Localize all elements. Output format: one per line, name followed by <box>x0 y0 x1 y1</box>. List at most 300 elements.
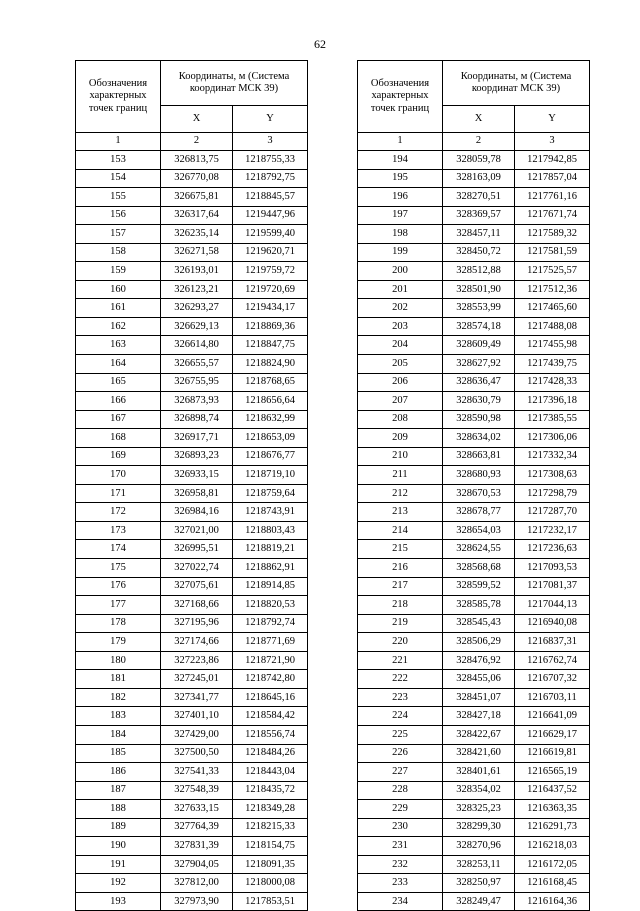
point-id-cell: 166 <box>76 392 161 411</box>
y-coordinate-cell: 1217308,63 <box>515 466 590 485</box>
table-row <box>358 484 590 503</box>
x-coordinate-cell: 327168,66 <box>161 596 233 615</box>
x-coordinate-cell: 326614,80 <box>161 336 233 355</box>
x-coordinate-cell: 328354,02 <box>443 781 515 800</box>
y-coordinate-cell: 1217081,37 <box>515 577 590 596</box>
y-coordinate-cell: 1217093,53 <box>515 559 590 578</box>
point-id-cell: 187 <box>76 781 161 800</box>
y-coordinate-cell: 1218742,80 <box>233 670 308 689</box>
y-coordinate-cell: 1217385,55 <box>515 410 590 429</box>
coordinates-column-header: Координаты, м (Система координат МСК 39) <box>443 61 590 106</box>
point-id-cell: 184 <box>76 725 161 744</box>
point-id-cell: 175 <box>76 559 161 578</box>
y-coordinate-cell: 1219599,40 <box>233 225 308 244</box>
table-row <box>358 355 590 374</box>
point-id-cell: 200 <box>358 262 443 281</box>
point-id-cell: 169 <box>76 447 161 466</box>
y-coordinate-cell: 1216218,03 <box>515 837 590 856</box>
point-id-cell: 181 <box>76 670 161 689</box>
y-coordinate-cell: 1218584,42 <box>233 707 308 726</box>
points-column-header: Обозначения характерных точек границ <box>76 61 161 133</box>
x-coordinate-cell: 326958,81 <box>161 484 233 503</box>
column-number: 1 <box>358 133 443 151</box>
table-row <box>358 336 590 355</box>
y-coordinate-cell: 1217671,74 <box>515 206 590 225</box>
table-row <box>76 466 308 485</box>
table-row <box>76 781 308 800</box>
point-id-cell: 177 <box>76 596 161 615</box>
table-row <box>358 169 590 188</box>
point-id-cell: 216 <box>358 559 443 578</box>
point-id-cell: 191 <box>76 855 161 874</box>
x-coordinate-cell: 326675,81 <box>161 188 233 207</box>
y-coordinate-cell: 1218792,75 <box>233 169 308 188</box>
table-row <box>76 874 308 893</box>
point-id-cell: 225 <box>358 725 443 744</box>
y-coordinate-cell: 1217853,51 <box>233 892 308 911</box>
point-id-cell: 220 <box>358 633 443 652</box>
x-coordinate-cell: 328250,97 <box>443 874 515 893</box>
x-coordinate-cell: 326770,08 <box>161 169 233 188</box>
table-row <box>76 688 308 707</box>
table-row <box>76 892 308 911</box>
point-id-cell: 222 <box>358 670 443 689</box>
y-coordinate-cell: 1218803,43 <box>233 521 308 540</box>
point-id-cell: 203 <box>358 317 443 336</box>
table-row <box>358 892 590 911</box>
y-coordinate-cell: 1217589,32 <box>515 225 590 244</box>
point-id-cell: 186 <box>76 763 161 782</box>
point-id-cell: 157 <box>76 225 161 244</box>
y-coordinate-cell: 1216164,36 <box>515 892 590 911</box>
y-coordinate-cell: 1218000,08 <box>233 874 308 893</box>
x-coordinate-cell: 327764,39 <box>161 818 233 837</box>
table-row <box>358 540 590 559</box>
x-coordinate-cell: 328059,78 <box>443 151 515 170</box>
x-coordinate-cell: 328568,68 <box>443 559 515 578</box>
y-coordinate-cell: 1218435,72 <box>233 781 308 800</box>
table-row <box>358 317 590 336</box>
x-coordinate-cell: 326629,13 <box>161 317 233 336</box>
point-id-cell: 162 <box>76 317 161 336</box>
point-id-cell: 195 <box>358 169 443 188</box>
y-coordinate-cell: 1217428,33 <box>515 373 590 392</box>
table-row <box>358 596 590 615</box>
y-coordinate-cell: 1217232,17 <box>515 521 590 540</box>
point-id-cell: 193 <box>76 892 161 911</box>
table-row <box>76 559 308 578</box>
table-row <box>358 392 590 411</box>
y-coordinate-cell: 1218792,74 <box>233 614 308 633</box>
table-row <box>358 466 590 485</box>
coordinates-column-header: Координаты, м (Система координат МСК 39) <box>161 61 308 106</box>
y-coordinate-cell: 1218632,99 <box>233 410 308 429</box>
x-coordinate-cell: 326317,64 <box>161 206 233 225</box>
point-id-cell: 159 <box>76 262 161 281</box>
table-row <box>76 744 308 763</box>
table-row <box>76 429 308 448</box>
x-coordinate-cell: 327401,10 <box>161 707 233 726</box>
coordinates-table-right <box>357 60 590 911</box>
point-id-cell: 204 <box>358 336 443 355</box>
table-row <box>76 670 308 689</box>
table-row <box>358 614 590 633</box>
y-coordinate-cell: 1218091,35 <box>233 855 308 874</box>
table-row <box>76 503 308 522</box>
column-number: 1 <box>76 133 161 151</box>
point-id-cell: 234 <box>358 892 443 911</box>
point-id-cell: 194 <box>358 151 443 170</box>
table-row <box>358 447 590 466</box>
point-id-cell: 205 <box>358 355 443 374</box>
y-coordinate-cell: 1218845,57 <box>233 188 308 207</box>
y-coordinate-cell: 1217236,63 <box>515 540 590 559</box>
y-coordinate-cell: 1218824,90 <box>233 355 308 374</box>
point-id-cell: 173 <box>76 521 161 540</box>
point-id-cell: 215 <box>358 540 443 559</box>
y-coordinate-cell: 1217439,75 <box>515 355 590 374</box>
x-coordinate-cell: 327831,39 <box>161 837 233 856</box>
table-row <box>358 410 590 429</box>
x-coordinate-cell: 326293,27 <box>161 299 233 318</box>
point-id-cell: 212 <box>358 484 443 503</box>
y-coordinate-cell: 1218768,65 <box>233 373 308 392</box>
y-coordinate-cell: 1216707,32 <box>515 670 590 689</box>
x-coordinate-cell: 328654,03 <box>443 521 515 540</box>
table-row <box>358 651 590 670</box>
point-id-cell: 168 <box>76 429 161 448</box>
table-row <box>76 373 308 392</box>
y-coordinate-cell: 1216703,11 <box>515 688 590 707</box>
x-coordinate-cell: 327022,74 <box>161 559 233 578</box>
table-row <box>358 781 590 800</box>
x-coordinate-cell: 327633,15 <box>161 800 233 819</box>
y-coordinate-cell: 1218869,36 <box>233 317 308 336</box>
x-coordinate-cell: 326655,57 <box>161 355 233 374</box>
table-row <box>76 707 308 726</box>
x-coordinate-cell: 327548,39 <box>161 781 233 800</box>
x-coordinate-cell: 328299,30 <box>443 818 515 837</box>
y-coordinate-cell: 1219447,96 <box>233 206 308 225</box>
x-coordinate-cell: 327174,66 <box>161 633 233 652</box>
table-row <box>76 355 308 374</box>
y-coordinate-cell: 1217512,36 <box>515 280 590 299</box>
point-id-cell: 197 <box>358 206 443 225</box>
x-coordinate-cell: 326193,01 <box>161 262 233 281</box>
point-id-cell: 183 <box>76 707 161 726</box>
x-coordinate-cell: 326271,58 <box>161 243 233 262</box>
point-id-cell: 176 <box>76 577 161 596</box>
y-coordinate-cell: 1218914,85 <box>233 577 308 596</box>
point-id-cell: 158 <box>76 243 161 262</box>
point-id-cell: 153 <box>76 151 161 170</box>
x-coordinate-cell: 328422,67 <box>443 725 515 744</box>
table-row <box>76 763 308 782</box>
x-coordinate-cell: 326235,14 <box>161 225 233 244</box>
x-coordinate-cell: 327075,61 <box>161 577 233 596</box>
table-row <box>76 800 308 819</box>
point-id-cell: 188 <box>76 800 161 819</box>
y-coordinate-cell: 1218484,26 <box>233 744 308 763</box>
point-id-cell: 208 <box>358 410 443 429</box>
y-coordinate-cell: 1217488,08 <box>515 317 590 336</box>
x-coordinate-cell: 327500,50 <box>161 744 233 763</box>
point-id-cell: 214 <box>358 521 443 540</box>
table-row <box>358 688 590 707</box>
point-id-cell: 207 <box>358 392 443 411</box>
x-coordinate-cell: 328476,92 <box>443 651 515 670</box>
y-column-header: Y <box>233 106 308 133</box>
y-coordinate-cell: 1218862,91 <box>233 559 308 578</box>
x-coordinate-cell: 328253,11 <box>443 855 515 874</box>
y-coordinate-cell: 1218820,53 <box>233 596 308 615</box>
y-coordinate-cell: 1218676,77 <box>233 447 308 466</box>
point-id-cell: 165 <box>76 373 161 392</box>
x-coordinate-cell: 328451,07 <box>443 688 515 707</box>
x-coordinate-cell: 328636,47 <box>443 373 515 392</box>
point-id-cell: 217 <box>358 577 443 596</box>
y-coordinate-cell: 1217857,04 <box>515 169 590 188</box>
x-coordinate-cell: 328427,18 <box>443 707 515 726</box>
point-id-cell: 232 <box>358 855 443 874</box>
y-coordinate-cell: 1216940,08 <box>515 614 590 633</box>
table-row <box>76 336 308 355</box>
table-row <box>76 855 308 874</box>
y-coordinate-cell: 1217332,34 <box>515 447 590 466</box>
x-coordinate-cell: 328634,02 <box>443 429 515 448</box>
y-coordinate-cell: 1218759,64 <box>233 484 308 503</box>
x-coordinate-cell: 328680,93 <box>443 466 515 485</box>
page-number: 62 <box>314 37 326 51</box>
point-id-cell: 219 <box>358 614 443 633</box>
point-id-cell: 155 <box>76 188 161 207</box>
y-coordinate-cell: 1218719,10 <box>233 466 308 485</box>
point-id-cell: 227 <box>358 763 443 782</box>
table-row <box>358 206 590 225</box>
table-row <box>76 317 308 336</box>
y-column-header: Y <box>515 106 590 133</box>
y-coordinate-cell: 1216837,31 <box>515 633 590 652</box>
table-row <box>76 206 308 225</box>
x-coordinate-cell: 327429,00 <box>161 725 233 744</box>
x-coordinate-cell: 328574,18 <box>443 317 515 336</box>
point-id-cell: 209 <box>358 429 443 448</box>
x-coordinate-cell: 328249,47 <box>443 892 515 911</box>
x-coordinate-cell: 326123,21 <box>161 280 233 299</box>
table-row <box>76 410 308 429</box>
y-coordinate-cell: 1218154,75 <box>233 837 308 856</box>
x-coordinate-cell: 327021,00 <box>161 521 233 540</box>
x-coordinate-cell: 328624,55 <box>443 540 515 559</box>
point-id-cell: 199 <box>358 243 443 262</box>
point-id-cell: 167 <box>76 410 161 429</box>
y-coordinate-cell: 1217287,70 <box>515 503 590 522</box>
table-row <box>76 614 308 633</box>
x-coordinate-cell: 326873,93 <box>161 392 233 411</box>
point-id-cell: 172 <box>76 503 161 522</box>
table-row <box>76 392 308 411</box>
x-coordinate-cell: 328421,60 <box>443 744 515 763</box>
table-row <box>76 596 308 615</box>
y-coordinate-cell: 1218653,09 <box>233 429 308 448</box>
table-row <box>76 577 308 596</box>
x-coordinate-cell: 328590,98 <box>443 410 515 429</box>
y-coordinate-cell: 1217465,60 <box>515 299 590 318</box>
table-row <box>358 577 590 596</box>
x-coordinate-cell: 328670,53 <box>443 484 515 503</box>
table-row <box>76 651 308 670</box>
table-row <box>358 855 590 874</box>
y-coordinate-cell: 1218771,69 <box>233 633 308 652</box>
point-id-cell: 180 <box>76 651 161 670</box>
x-column-header: X <box>161 106 233 133</box>
point-id-cell: 161 <box>76 299 161 318</box>
y-coordinate-cell: 1218755,33 <box>233 151 308 170</box>
x-coordinate-cell: 328501,90 <box>443 280 515 299</box>
point-id-cell: 201 <box>358 280 443 299</box>
y-coordinate-cell: 1219720,69 <box>233 280 308 299</box>
table-row <box>358 225 590 244</box>
table-row <box>358 280 590 299</box>
table-row <box>76 151 308 170</box>
point-id-cell: 224 <box>358 707 443 726</box>
x-coordinate-cell: 326995,51 <box>161 540 233 559</box>
table-row <box>358 299 590 318</box>
x-coordinate-cell: 328609,49 <box>443 336 515 355</box>
table-row <box>76 243 308 262</box>
y-coordinate-cell: 1218743,91 <box>233 503 308 522</box>
y-coordinate-cell: 1216363,35 <box>515 800 590 819</box>
point-id-cell: 228 <box>358 781 443 800</box>
point-id-cell: 221 <box>358 651 443 670</box>
x-coordinate-cell: 328545,43 <box>443 614 515 633</box>
y-coordinate-cell: 1216629,17 <box>515 725 590 744</box>
column-number: 2 <box>443 133 515 151</box>
point-id-cell: 163 <box>76 336 161 355</box>
x-coordinate-cell: 326893,23 <box>161 447 233 466</box>
point-id-cell: 156 <box>76 206 161 225</box>
table-row <box>76 188 308 207</box>
column-number: 3 <box>233 133 308 151</box>
point-id-cell: 202 <box>358 299 443 318</box>
y-coordinate-cell: 1217044,13 <box>515 596 590 615</box>
x-coordinate-cell: 327973,90 <box>161 892 233 911</box>
y-coordinate-cell: 1216437,52 <box>515 781 590 800</box>
y-coordinate-cell: 1217298,79 <box>515 484 590 503</box>
table-row <box>358 874 590 893</box>
y-coordinate-cell: 1218443,04 <box>233 763 308 782</box>
table-row <box>358 521 590 540</box>
x-coordinate-cell: 328369,57 <box>443 206 515 225</box>
table-row <box>358 262 590 281</box>
x-coordinate-cell: 328630,79 <box>443 392 515 411</box>
x-coordinate-cell: 328553,99 <box>443 299 515 318</box>
x-coordinate-cell: 328450,72 <box>443 243 515 262</box>
x-coordinate-cell: 327223,86 <box>161 651 233 670</box>
x-coordinate-cell: 326933,15 <box>161 466 233 485</box>
x-coordinate-cell: 328163,09 <box>443 169 515 188</box>
x-coordinate-cell: 328627,92 <box>443 355 515 374</box>
point-id-cell: 211 <box>358 466 443 485</box>
point-id-cell: 189 <box>76 818 161 837</box>
x-coordinate-cell: 328585,78 <box>443 596 515 615</box>
x-coordinate-cell: 327904,05 <box>161 855 233 874</box>
point-id-cell: 160 <box>76 280 161 299</box>
y-coordinate-cell: 1217761,16 <box>515 188 590 207</box>
x-coordinate-cell: 326898,74 <box>161 410 233 429</box>
y-coordinate-cell: 1218819,21 <box>233 540 308 559</box>
table-row <box>76 540 308 559</box>
x-coordinate-cell: 328678,77 <box>443 503 515 522</box>
table-row <box>358 559 590 578</box>
point-id-cell: 174 <box>76 540 161 559</box>
point-id-cell: 182 <box>76 688 161 707</box>
coordinates-table-left <box>75 60 308 911</box>
y-coordinate-cell: 1216291,73 <box>515 818 590 837</box>
table-row <box>358 633 590 652</box>
point-id-cell: 170 <box>76 466 161 485</box>
x-coordinate-cell: 326984,16 <box>161 503 233 522</box>
y-coordinate-cell: 1218847,75 <box>233 336 308 355</box>
point-id-cell: 218 <box>358 596 443 615</box>
x-coordinate-cell: 328663,81 <box>443 447 515 466</box>
y-coordinate-cell: 1216172,05 <box>515 855 590 874</box>
x-column-header: X <box>443 106 515 133</box>
y-coordinate-cell: 1218349,28 <box>233 800 308 819</box>
table-row <box>358 429 590 448</box>
table-row <box>76 818 308 837</box>
point-id-cell: 210 <box>358 447 443 466</box>
y-coordinate-cell: 1218721,90 <box>233 651 308 670</box>
y-coordinate-cell: 1217942,85 <box>515 151 590 170</box>
x-coordinate-cell: 327245,01 <box>161 670 233 689</box>
table-row <box>358 188 590 207</box>
x-coordinate-cell: 327541,33 <box>161 763 233 782</box>
point-id-cell: 223 <box>358 688 443 707</box>
table-row <box>76 262 308 281</box>
point-id-cell: 171 <box>76 484 161 503</box>
x-coordinate-cell: 326917,71 <box>161 429 233 448</box>
x-coordinate-cell: 328401,61 <box>443 763 515 782</box>
table-row <box>358 800 590 819</box>
table-row <box>358 373 590 392</box>
point-id-cell: 185 <box>76 744 161 763</box>
y-coordinate-cell: 1217396,18 <box>515 392 590 411</box>
table-row <box>358 707 590 726</box>
y-coordinate-cell: 1217455,98 <box>515 336 590 355</box>
table-row <box>76 837 308 856</box>
y-coordinate-cell: 1217581,59 <box>515 243 590 262</box>
y-coordinate-cell: 1218556,74 <box>233 725 308 744</box>
point-id-cell: 190 <box>76 837 161 856</box>
table-row <box>358 837 590 856</box>
point-id-cell: 178 <box>76 614 161 633</box>
column-number: 2 <box>161 133 233 151</box>
y-coordinate-cell: 1216168,45 <box>515 874 590 893</box>
x-coordinate-cell: 328457,11 <box>443 225 515 244</box>
y-coordinate-cell: 1217306,06 <box>515 429 590 448</box>
x-coordinate-cell: 327195,96 <box>161 614 233 633</box>
point-id-cell: 206 <box>358 373 443 392</box>
column-number: 3 <box>515 133 590 151</box>
y-coordinate-cell: 1216762,74 <box>515 651 590 670</box>
point-id-cell: 198 <box>358 225 443 244</box>
point-id-cell: 226 <box>358 744 443 763</box>
table-row <box>76 280 308 299</box>
point-id-cell: 231 <box>358 837 443 856</box>
x-coordinate-cell: 327341,77 <box>161 688 233 707</box>
y-coordinate-cell: 1216565,19 <box>515 763 590 782</box>
